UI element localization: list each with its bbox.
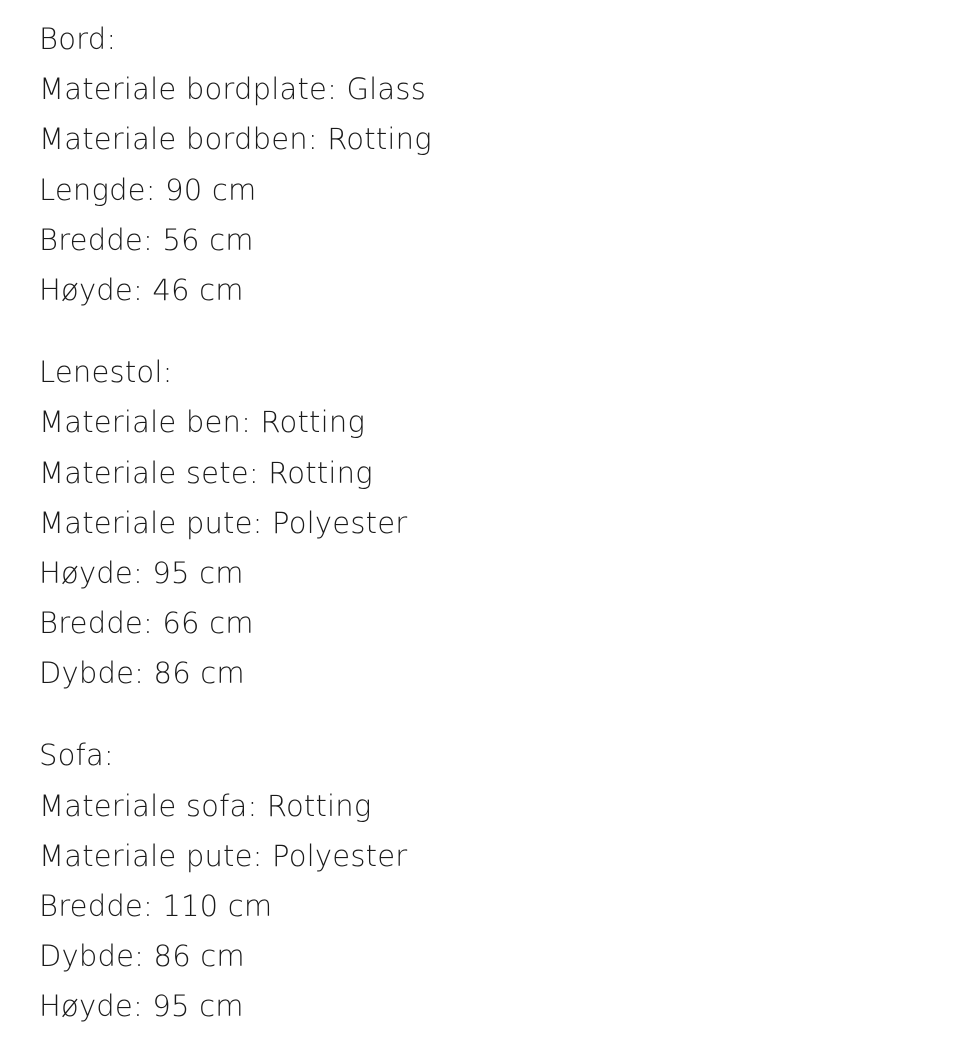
spec-line: Materiale pute: Polyester	[39, 838, 408, 873]
spec-section-sofa	[39, 730, 960, 1031]
spec-line: Bredde: 110 cm	[39, 889, 273, 923]
spec-line: Dybde: 86 cm	[39, 656, 245, 691]
section-heading: Lenestol:	[39, 355, 173, 390]
spec-section-bord	[39, 14, 960, 315]
spec-line: Materiale sete: Rotting	[39, 455, 373, 490]
spec-line: Materiale sofa: Rotting	[39, 788, 372, 823]
spec-line: Høyde: 95 cm	[39, 555, 244, 590]
spec-line: Dybde: 86 cm	[39, 939, 245, 974]
spec-line: Materiale bordben: Rotting	[39, 122, 432, 157]
section-heading: Sofa:	[39, 738, 114, 773]
spec-line: Høyde: 46 cm	[39, 272, 244, 307]
spec-line: Lengde: 90 cm	[39, 172, 257, 207]
spec-section-lenestol	[39, 347, 960, 698]
section-heading: Bord:	[39, 22, 117, 56]
spec-line: Høyde: 95 cm	[39, 989, 244, 1024]
spec-line: Bredde: 56 cm	[39, 222, 254, 257]
spec-line: Bredde: 66 cm	[39, 606, 254, 641]
spec-line: Materiale pute: Polyester	[39, 505, 408, 540]
spec-line: Materiale bordplate: Glass	[39, 72, 427, 107]
spec-line: Materiale ben: Rotting	[39, 405, 366, 440]
